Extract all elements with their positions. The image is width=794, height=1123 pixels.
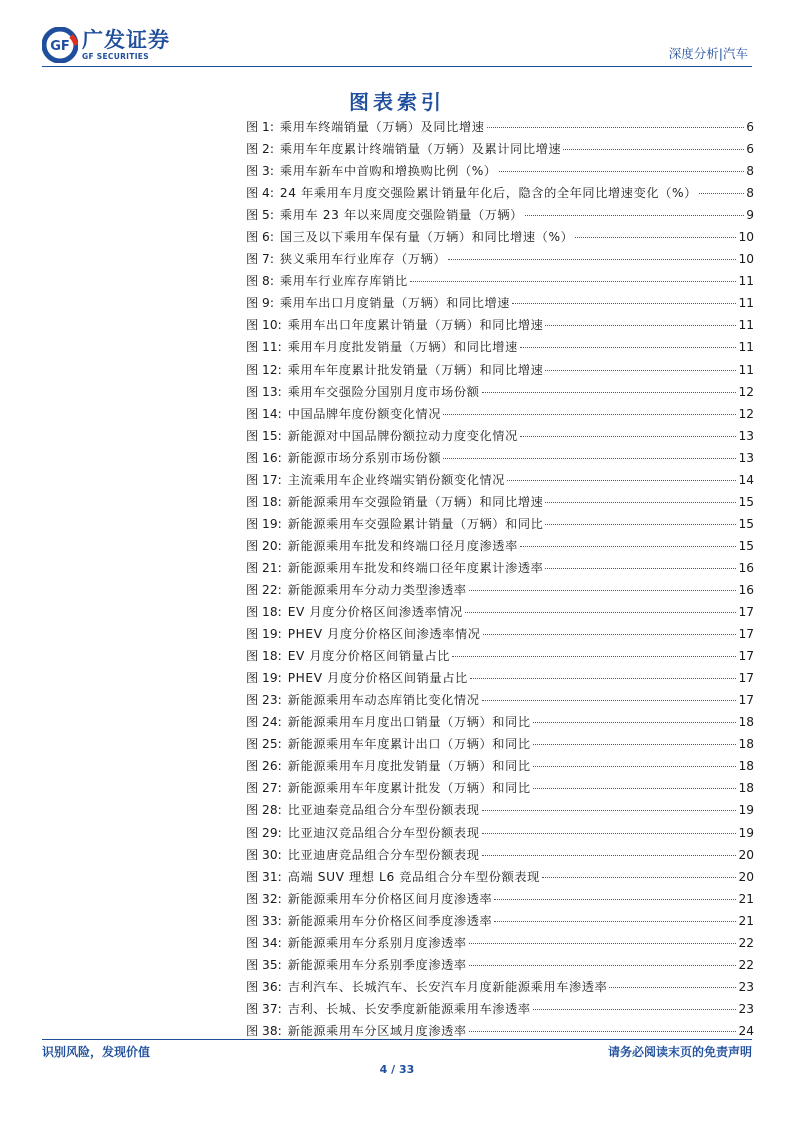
toc-entry-label: 图 22: [246, 582, 282, 597]
toc-leader-dots [482, 855, 737, 856]
toc-entry-title: 狭义乘用车行业库存（万辆） [279, 252, 447, 267]
toc-entry-page: 9 [746, 208, 754, 223]
toc-entry[interactable] [246, 647, 754, 669]
toc-entry[interactable] [246, 581, 754, 603]
toc-entry[interactable] [246, 801, 754, 823]
toc-leader-dots [575, 237, 736, 238]
toc-entry-page: 11 [738, 318, 754, 333]
toc-entry-label: 图 30: [246, 847, 282, 862]
toc-leader-dots [699, 193, 744, 194]
toc-entry[interactable] [246, 890, 754, 912]
toc-entry-label: 图 21: [246, 560, 282, 575]
toc-entry-title: 新能源乘用车年度累计出口（万辆）和同比 [287, 737, 531, 752]
toc-entry-page: 17 [738, 649, 754, 664]
toc-entry-label: 图 9: [246, 296, 274, 311]
toc-entry-page: 16 [738, 560, 754, 575]
toc-entry-page: 11 [738, 296, 754, 311]
company-logo [42, 26, 170, 64]
toc-entry-label: 图 7: [246, 252, 274, 267]
toc-entry-page: 18 [738, 781, 754, 796]
toc-leader-dots [545, 502, 736, 503]
toc-entry[interactable] [246, 250, 754, 272]
toc-entry-title: 新能源乘用车批发和终端口径月度渗透率 [287, 538, 518, 553]
toc-entry-page: 8 [746, 164, 754, 179]
toc-leader-dots [443, 458, 736, 459]
toc-leader-dots [482, 392, 737, 393]
toc-entry-label: 图 20: [246, 538, 282, 553]
footer-slogan: 识别风险，发现价值 [42, 1045, 151, 1059]
toc-entry-label: 图 18: [246, 494, 282, 509]
toc-entry-page: 14 [738, 472, 754, 487]
toc-entry-title: 乘用车 23 年以来周度交强险销量（万辆） [279, 208, 523, 223]
toc-entry-title: 国三及以下乘用车保有量（万辆）和同比增速（%） [279, 230, 574, 245]
toc-entry[interactable] [246, 868, 754, 890]
toc-leader-dots [533, 788, 737, 789]
toc-entry-title: 乘用车年度累计终端销量（万辆）及累计同比增速 [279, 142, 562, 157]
toc-entry[interactable] [246, 691, 754, 713]
toc-entry-title: 高端 SUV 理想 L6 竞品组合分车型份额表现 [287, 869, 540, 884]
toc-entry[interactable] [246, 603, 754, 625]
toc-entry[interactable] [246, 625, 754, 647]
toc-entry-title: 乘用车出口月度销量（万辆）和同比增速 [279, 296, 511, 311]
toc-leader-dots [533, 1009, 737, 1010]
toc-entry[interactable] [246, 934, 754, 956]
toc-leader-dots [507, 480, 736, 481]
toc-entry-label: 图 19: [246, 627, 282, 642]
toc-entry-title: 新能源对中国品牌份额拉动力度变化情况 [287, 428, 518, 443]
page-footer [42, 1039, 752, 1059]
toc-leader-dots [410, 281, 737, 282]
report-category: 深度分析|汽车 [668, 46, 748, 61]
toc-entry-label: 图 36: [246, 979, 282, 994]
toc-entry[interactable] [246, 118, 754, 140]
toc-entry-label: 图 10: [246, 318, 282, 333]
toc-entry-title: 新能源乘用车分系别月度渗透率 [287, 935, 467, 950]
toc-entry-page: 17 [738, 627, 754, 642]
toc-entry-title: 乘用车新车中首购和增换购比例（%） [279, 164, 497, 179]
toc-entry-page: 11 [738, 362, 754, 377]
toc-entry-title: EV 月度分价格区间渗透率情况 [287, 605, 463, 620]
toc-entry-page: 21 [738, 913, 754, 928]
toc-entry-page: 18 [738, 759, 754, 774]
logo-mark-text: GF [50, 39, 70, 54]
toc-entry-label: 图 4: [246, 186, 274, 201]
toc-entry-label: 图 18: [246, 605, 282, 620]
toc-entry-label: 图 14: [246, 406, 282, 421]
toc-entry-title: 新能源乘用车分动力类型渗透率 [287, 582, 467, 597]
toc-leader-dots [452, 656, 736, 657]
toc-entry-page: 12 [738, 406, 754, 421]
toc-leader-dots [469, 943, 737, 944]
toc-leader-dots [545, 325, 736, 326]
toc-entry-label: 图 15: [246, 428, 282, 443]
toc-entry[interactable] [246, 978, 754, 1000]
toc-entry[interactable] [246, 383, 754, 405]
toc-entry[interactable] [246, 228, 754, 250]
toc-entry-label: 图 25: [246, 737, 282, 752]
toc-entry-page: 23 [738, 1001, 754, 1016]
toc-entry-page: 13 [738, 428, 754, 443]
toc-entry-title: 乘用车月度批发销量（万辆）和同比增速 [287, 340, 518, 355]
toc-entry-label: 图 5: [246, 208, 274, 223]
toc-entry-label: 图 6: [246, 230, 274, 245]
toc-entry[interactable] [246, 779, 754, 801]
toc-entry[interactable] [246, 206, 754, 228]
toc-entry-page: 6 [746, 142, 754, 157]
toc-entry-page: 17 [738, 671, 754, 686]
toc-entry-title: 乘用车年度累计批发销量（万辆）和同比增速 [287, 362, 544, 377]
toc-entry-label: 图 17: [246, 472, 282, 487]
toc-entry-label: 图 29: [246, 825, 282, 840]
toc-entry-title: 比亚迪汉竞品组合分车型份额表现 [287, 825, 480, 840]
toc-entry[interactable] [246, 757, 754, 779]
toc-entry-page: 11 [738, 340, 754, 355]
toc-entry-page: 10 [738, 252, 754, 267]
toc-entry-title: 新能源乘用车分系别季度渗透率 [287, 957, 467, 972]
toc-entry-title: 吉利汽车、长城汽车、长安汽车月度新能源乘用车渗透率 [287, 979, 608, 994]
toc-entry-title: 乘用车交强险分国别月度市场份额 [287, 384, 480, 399]
toc-entry-label: 图 35: [246, 957, 282, 972]
toc-entry-label: 图 34: [246, 935, 282, 950]
toc-leader-dots [465, 612, 737, 613]
gf-logo-icon [42, 27, 78, 63]
toc-entry-label: 图 38: [246, 1023, 282, 1038]
toc-entry-label: 图 33: [246, 913, 282, 928]
toc-entry-title: 新能源乘用车分价格区间月度渗透率 [287, 891, 493, 906]
toc-entry[interactable] [246, 559, 754, 581]
toc-entry-page: 6 [746, 120, 754, 134]
toc-entry-page: 21 [738, 891, 754, 906]
toc-leader-dots [469, 590, 737, 591]
toc-entry-title: 比亚迪秦竞品组合分车型份额表现 [287, 803, 480, 818]
page-header [42, 22, 752, 67]
toc-entry-label: 图 3: [246, 164, 274, 179]
toc-entry-title: 新能源市场分系别市场份额 [287, 450, 442, 465]
toc-leader-dots [545, 568, 736, 569]
toc-entry[interactable] [246, 140, 754, 162]
toc-leader-dots [520, 347, 737, 348]
toc-entry[interactable] [246, 669, 754, 691]
toc-entry-page: 15 [738, 538, 754, 553]
toc-leader-dots [609, 987, 736, 988]
toc-entry[interactable] [246, 846, 754, 868]
toc-entry-title: 吉利、长城、长安季度新能源乘用车渗透率 [287, 1001, 531, 1016]
toc-entry[interactable] [246, 956, 754, 978]
toc-entry[interactable] [246, 162, 754, 184]
toc-leader-dots [525, 215, 744, 216]
toc-entry-page: 10 [738, 230, 754, 245]
toc-entry-title: 主流乘用车企业终端实销份额变化情况 [287, 472, 506, 487]
toc-leader-dots [482, 810, 737, 811]
toc-entry-title: 新能源乘用车交强险销量（万辆）和同比增速 [287, 494, 544, 509]
toc-entry[interactable] [246, 537, 754, 559]
toc-entry[interactable] [246, 316, 754, 338]
toc-entry-label: 图 28: [246, 803, 282, 818]
toc-entry-page: 23 [738, 979, 754, 994]
toc-entry-page: 11 [738, 274, 754, 289]
toc-leader-dots [443, 414, 736, 415]
toc-entry[interactable] [246, 493, 754, 515]
toc-leader-dots [542, 877, 737, 878]
toc-leader-dots [545, 370, 736, 371]
toc-leader-dots [533, 766, 737, 767]
toc-entry-title: PHEV 月度分价格区间销量占比 [287, 671, 468, 686]
toc-entry-page: 17 [738, 605, 754, 620]
toc-entry-page: 15 [738, 494, 754, 509]
toc-entry-title: 新能源乘用车批发和终端口径年度累计渗透率 [287, 560, 544, 575]
toc-entry-label: 图 16: [246, 450, 282, 465]
toc-entry-label: 图 32: [246, 891, 282, 906]
toc-entry-label: 图 37: [246, 1001, 282, 1016]
toc-leader-dots [483, 634, 737, 635]
toc-entry-title: 新能源乘用车月度批发销量（万辆）和同比 [287, 759, 531, 774]
toc-leader-dots [494, 899, 736, 900]
footer-disclaimer-notice: 请务必阅读末页的免责声明 [607, 1045, 752, 1059]
toc-entry[interactable] [246, 471, 754, 493]
toc-entry-page: 22 [738, 957, 754, 972]
toc-entry-page: 16 [738, 582, 754, 597]
toc-entry[interactable] [246, 427, 754, 449]
toc-entry-label: 图 31: [246, 869, 282, 884]
toc-entry-page: 13 [738, 450, 754, 465]
toc-entry-title: 乘用车行业库存库销比 [279, 274, 408, 289]
toc-leader-dots [482, 700, 737, 701]
toc-entry[interactable] [246, 361, 754, 383]
toc-leader-dots [469, 1031, 737, 1032]
page-title: 图表索引 [349, 90, 445, 114]
logo-english-name: GF SECURITIES [82, 51, 149, 61]
toc-leader-dots [470, 678, 737, 679]
toc-entry[interactable] [246, 735, 754, 757]
toc-entry-page: 17 [738, 693, 754, 708]
toc-entry-page: 18 [738, 737, 754, 752]
toc-entry-title: PHEV 月度分价格区间渗透率情况 [287, 627, 481, 642]
toc-entry-label: 图 1: [246, 120, 274, 134]
toc-entry-title: 乘用车出口年度累计销量（万辆）和同比增速 [287, 318, 544, 333]
toc-entry[interactable] [246, 1022, 754, 1044]
toc-entry-title: 24 年乘用车月度交强险累计销量年化后，隐含的全年同比增速变化（%） [279, 186, 697, 201]
toc-entry-label: 图 13: [246, 384, 282, 399]
toc-entry-title: 比亚迪唐竞品组合分车型份额表现 [287, 847, 480, 862]
toc-entry-page: 19 [738, 803, 754, 818]
toc-entry-label: 图 2: [246, 142, 274, 157]
toc-entry-label: 图 11: [246, 340, 282, 355]
toc-entry-label: 图 23: [246, 693, 282, 708]
toc-entry[interactable] [246, 294, 754, 316]
toc-entry-label: 图 18: [246, 649, 282, 664]
toc-entry-label: 图 27: [246, 781, 282, 796]
toc-leader-dots [448, 259, 736, 260]
toc-entry-label: 图 26: [246, 759, 282, 774]
toc-entry-page: 20 [738, 847, 754, 862]
toc-entry[interactable] [246, 824, 754, 846]
toc-entry-page: 19 [738, 825, 754, 840]
toc-entry[interactable] [246, 184, 754, 206]
toc-entry[interactable] [246, 405, 754, 427]
toc-entry-title: 新能源乘用车年度累计批发（万辆）和同比 [287, 781, 531, 796]
figure-index-list [246, 118, 754, 1044]
toc-entry-title: 新能源乘用车动态库销比变化情况 [287, 693, 480, 708]
toc-entry-label: 图 19: [246, 516, 282, 531]
toc-leader-dots [487, 127, 745, 128]
toc-leader-dots [482, 833, 737, 834]
toc-entry-page: 22 [738, 935, 754, 950]
toc-entry-title: 新能源乘用车月度出口销量（万辆）和同比 [287, 715, 531, 730]
toc-entry[interactable] [246, 449, 754, 471]
logo-chinese-name: 广发证券 [82, 27, 170, 52]
toc-entry[interactable] [246, 272, 754, 294]
toc-leader-dots [494, 921, 736, 922]
toc-entry[interactable] [246, 713, 754, 735]
toc-entry-title: 中国品牌年度份额变化情况 [287, 406, 442, 421]
toc-entry-page: 18 [738, 715, 754, 730]
toc-leader-dots [520, 546, 737, 547]
toc-entry[interactable] [246, 1000, 754, 1022]
toc-entry[interactable] [246, 338, 754, 360]
toc-entry-page: 20 [738, 869, 754, 884]
toc-entry-title: 乘用车终端销量（万辆）及同比增速 [279, 120, 485, 134]
toc-entry-page: 15 [738, 516, 754, 531]
toc-entry-title: 新能源乘用车分价格区间季度渗透率 [287, 913, 493, 928]
toc-leader-dots [512, 303, 736, 304]
toc-leader-dots [520, 436, 737, 437]
toc-leader-dots [499, 171, 745, 172]
toc-leader-dots [533, 744, 737, 745]
toc-entry-page: 12 [738, 384, 754, 399]
toc-entry-page: 8 [746, 186, 754, 201]
toc-leader-dots [533, 722, 737, 723]
toc-entry-label: 图 12: [246, 362, 282, 377]
toc-leader-dots [469, 965, 737, 966]
toc-entry-label: 图 8: [246, 274, 274, 289]
toc-leader-dots [545, 524, 736, 525]
toc-entry-label: 图 19: [246, 671, 282, 686]
toc-leader-dots [563, 149, 744, 150]
toc-entry-title: 新能源乘用车分区域月度渗透率 [287, 1023, 467, 1038]
toc-entry-title: EV 月度分价格区间销量占比 [287, 649, 451, 664]
page-number: 4 / 33 [379, 1063, 415, 1076]
toc-entry-page: 24 [738, 1023, 754, 1038]
toc-entry[interactable] [246, 912, 754, 934]
toc-entry-label: 图 24: [246, 715, 282, 730]
toc-entry[interactable] [246, 515, 754, 537]
toc-entry-title: 新能源乘用车交强险累计销量（万辆）和同比 [287, 516, 544, 531]
